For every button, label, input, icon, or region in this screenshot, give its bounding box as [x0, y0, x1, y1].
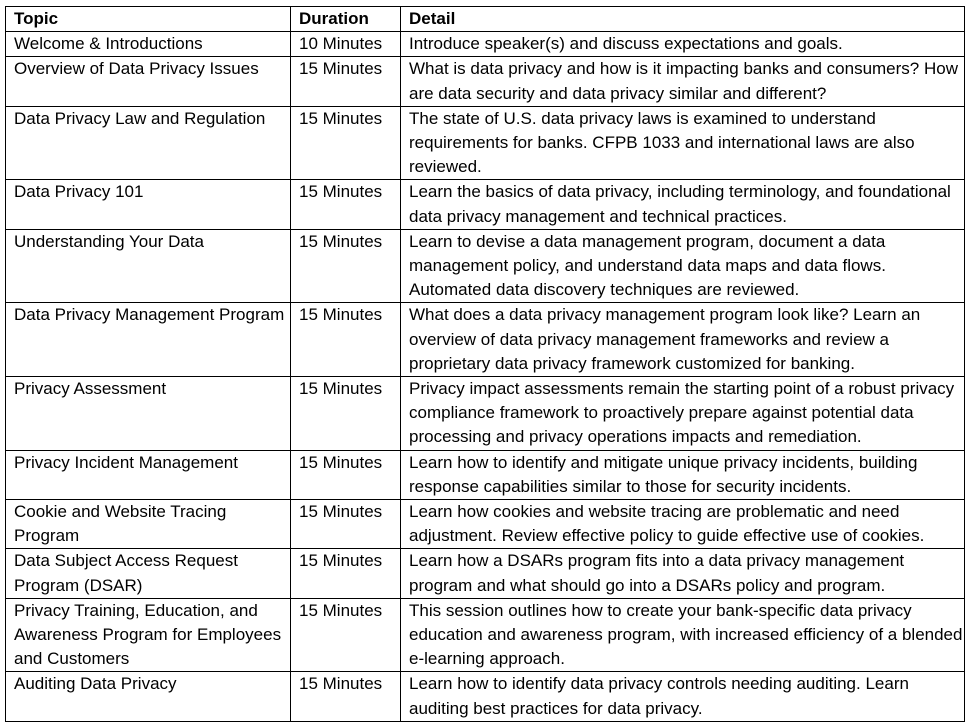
cell-detail: Learn how to identify and mitigate unique privacy incidents, building response capabilities similar to those for security incidents.: [401, 450, 965, 499]
cell-duration: 15 Minutes: [291, 672, 401, 721]
cell-topic: Privacy Incident Management: [6, 450, 291, 499]
cell-topic: Overview of Data Privacy Issues: [6, 57, 291, 106]
cell-topic: Auditing Data Privacy: [6, 672, 291, 721]
table-row: [6, 106, 965, 180]
cell-duration: 15 Minutes: [291, 180, 401, 229]
column-header-topic: Topic: [6, 7, 291, 32]
cell-detail: Learn how cookies and website tracing are problematic and need adjustment. Review effective policy to guide effective use of cookies.: [401, 500, 965, 549]
cell-detail: Learn how to identify data privacy controls needing auditing. Learn auditing best practices for data privacy.: [401, 672, 965, 721]
cell-detail: The state of U.S. data privacy laws is examined to understand requirements for banks. CFPB 1033 and international laws are also reviewed.: [401, 106, 965, 180]
cell-duration: 15 Minutes: [291, 450, 401, 499]
cell-topic: Welcome & Introductions: [6, 32, 291, 57]
cell-duration: 15 Minutes: [291, 598, 401, 672]
cell-detail: What is data privacy and how is it impacting banks and consumers? How are data security and data privacy similar and different?: [401, 57, 965, 106]
cell-duration: 15 Minutes: [291, 500, 401, 549]
cell-duration: 10 Minutes: [291, 32, 401, 57]
table-row: [6, 377, 965, 451]
cell-topic: Privacy Assessment: [6, 377, 291, 451]
cell-topic: Data Privacy Management Program: [6, 303, 291, 377]
cell-detail: Learn how a DSARs program fits into a data privacy management program and what should go into a DSARs policy and program.: [401, 549, 965, 598]
cell-detail: This session outlines how to create your bank-specific data privacy education and awareness program, with increased efficiency of a blended e-learning approach.: [401, 598, 965, 672]
cell-duration: 15 Minutes: [291, 106, 401, 180]
agenda-table-body: [6, 32, 965, 722]
cell-topic: Data Privacy 101: [6, 180, 291, 229]
table-row: [6, 180, 965, 229]
cell-detail: Introduce speaker(s) and discuss expectations and goals.: [401, 32, 965, 57]
cell-duration: 15 Minutes: [291, 229, 401, 303]
table-row: [6, 57, 965, 106]
table-row: [6, 598, 965, 672]
cell-topic: Data Privacy Law and Regulation: [6, 106, 291, 180]
table-row: [6, 500, 965, 549]
cell-detail: Learn the basics of data privacy, including terminology, and foundational data privacy management and technical practices.: [401, 180, 965, 229]
cell-duration: 15 Minutes: [291, 377, 401, 451]
table-row: [6, 549, 965, 598]
cell-detail: Privacy impact assessments remain the starting point of a robust privacy compliance framework to proactively prepare against potential data processing and privacy operations impacts and remediation.: [401, 377, 965, 451]
cell-duration: 15 Minutes: [291, 57, 401, 106]
cell-topic: Understanding Your Data: [6, 229, 291, 303]
table-row: [6, 303, 965, 377]
agenda-table-header: [6, 7, 965, 32]
cell-duration: 15 Minutes: [291, 549, 401, 598]
cell-detail: What does a data privacy management program look like? Learn an overview of data privacy management frameworks and review a proprietary data privacy framework customized for banking.: [401, 303, 965, 377]
table-row: [6, 672, 965, 721]
cell-duration: 15 Minutes: [291, 303, 401, 377]
header-row: [6, 7, 965, 32]
column-header-detail: Detail: [401, 7, 965, 32]
table-row: [6, 450, 965, 499]
table-row: [6, 32, 965, 57]
cell-topic: Privacy Training, Education, and Awareness Program for Employees and Customers: [6, 598, 291, 672]
agenda-table: [5, 6, 965, 722]
column-header-duration: Duration: [291, 7, 401, 32]
table-row: [6, 229, 965, 303]
cell-detail: Learn to devise a data management program, document a data management policy, and understand data maps and data flows. Automated data discovery techniques are reviewed.: [401, 229, 965, 303]
cell-topic: Data Subject Access Request Program (DSAR): [6, 549, 291, 598]
cell-topic: Cookie and Website Tracing Program: [6, 500, 291, 549]
